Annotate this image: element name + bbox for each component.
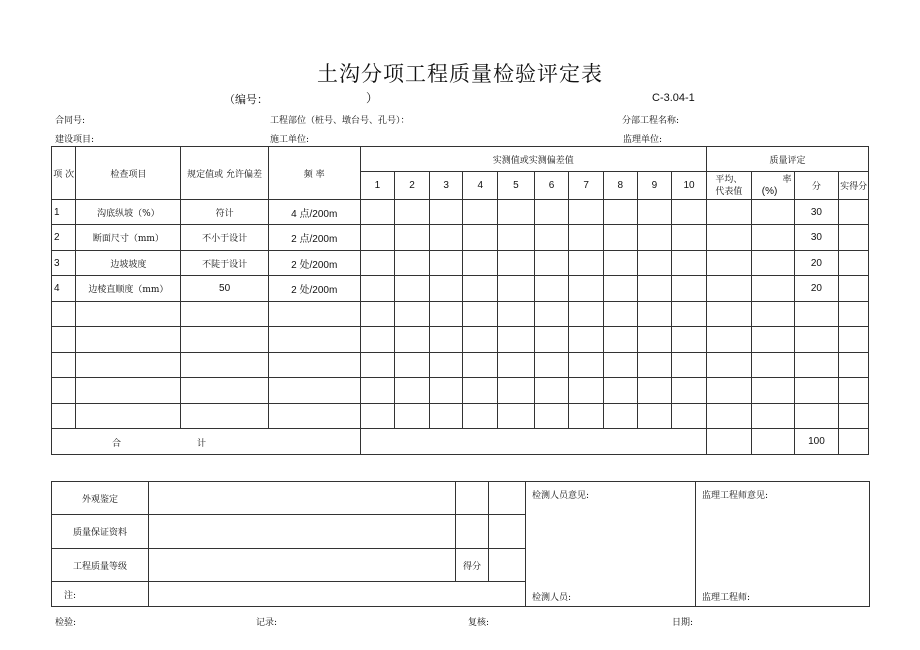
footer-date: 日期:	[672, 618, 694, 628]
location-label: 工程部位（桩号、墩台号、孔号）：	[270, 116, 410, 126]
row-spec: 不小于设计	[181, 225, 269, 251]
row-score: 30	[794, 225, 839, 251]
row-no: 2	[52, 225, 76, 251]
row-frequency: 2 处/200m	[268, 276, 360, 302]
header-col-6: 6	[534, 172, 569, 200]
footer-check: 检验:	[55, 618, 77, 628]
header-quality: 质量评定	[706, 147, 868, 172]
row-spec: 50	[181, 276, 269, 302]
total-label-2: 计	[197, 439, 207, 449]
serial-label: （编号：	[224, 93, 268, 106]
header-check-item: 检查项目	[76, 147, 181, 200]
footer-review: 复核:	[468, 618, 490, 628]
inspector-opinion-label: 检测人员意见:	[532, 491, 590, 501]
header-actual-score: 实得分	[839, 172, 869, 200]
contractor-label: 施工单位:	[270, 135, 310, 145]
grade-label: 工程质量等级	[52, 549, 149, 582]
table-row	[52, 225, 869, 251]
row-item: 断面尺寸（mm）	[76, 225, 181, 251]
row-frequency: 4 点/200m	[268, 200, 360, 225]
header-avg-line2: 代表值	[715, 186, 743, 197]
row-no: 1	[52, 200, 76, 225]
total-score: 100	[794, 429, 839, 455]
empty-row	[52, 302, 869, 327]
engineer-cell	[696, 482, 870, 607]
inspection-table	[51, 146, 869, 455]
empty-row	[52, 353, 869, 378]
header-item-no: 项 次	[52, 147, 76, 200]
header-col-2: 2	[395, 172, 430, 200]
header-avg	[706, 172, 751, 200]
header-col-4: 4	[463, 172, 498, 200]
table-row	[52, 251, 869, 276]
row-item: 边棱直顺度（mm）	[76, 276, 181, 302]
page-title: 土沟分项工程质量检验评定表	[317, 62, 603, 86]
row-spec: 符计	[181, 200, 269, 225]
header-col-9: 9	[637, 172, 672, 200]
table-row	[52, 276, 869, 302]
header-rate	[751, 172, 794, 200]
header-rate-label: 率	[782, 174, 792, 185]
empty-row	[52, 327, 869, 353]
row-no: 3	[52, 251, 76, 276]
total-row	[52, 429, 869, 455]
qa-docs-label: 质量保证资料	[52, 515, 149, 549]
row-item: 边坡坡度	[76, 251, 181, 276]
header-measured: 实测值或实测偏差值	[360, 147, 706, 172]
engineer-label: 监理工程师:	[702, 593, 751, 603]
score-label: 得分	[456, 549, 489, 582]
row-no: 4	[52, 276, 76, 302]
header-col-8: 8	[603, 172, 637, 200]
engineer-opinion-label: 监理工程师意见:	[702, 491, 769, 501]
header-frequency: 频 率	[268, 147, 360, 200]
total-label	[52, 429, 361, 455]
total-label-1: 合	[112, 439, 122, 449]
header-col-1: 1	[360, 172, 395, 200]
header-col-5: 5	[498, 172, 535, 200]
header-score: 分	[794, 172, 839, 200]
row-item: 沟底纵坡（%）	[76, 200, 181, 225]
supervisor-label: 监理单位:	[623, 135, 663, 145]
serial-close: ）	[366, 91, 379, 105]
form-code: C-3.04-1	[652, 92, 695, 104]
header-col-7: 7	[569, 172, 604, 200]
appearance-label: 外观鉴定	[52, 482, 149, 515]
row-score: 20	[794, 276, 839, 302]
inspector-label: 检测人员:	[532, 593, 572, 603]
row-score: 30	[794, 200, 839, 225]
footer-record: 记录:	[256, 618, 278, 628]
contract-label: 合同号:	[55, 116, 86, 126]
sub-project-label: 分部工程名称:	[622, 116, 680, 126]
row-frequency: 2 点/200m	[268, 225, 360, 251]
header-spec: 规定值或 允许偏差	[181, 147, 269, 200]
table-row	[52, 200, 869, 225]
empty-row	[52, 378, 869, 404]
row-frequency: 2 处/200m	[268, 251, 360, 276]
header-col-3: 3	[429, 172, 463, 200]
header-avg-line1: 平均、	[715, 174, 743, 185]
row-score: 20	[794, 251, 839, 276]
empty-row	[52, 404, 869, 429]
header-col-10: 10	[672, 172, 707, 200]
row-spec: 不陡于设计	[181, 251, 269, 276]
evaluation-table	[51, 481, 870, 607]
header-rate-pct: (%)	[761, 185, 778, 197]
project-label: 建设项目:	[55, 135, 95, 145]
inspector-cell	[526, 482, 696, 607]
note-label: 注:	[52, 582, 149, 607]
